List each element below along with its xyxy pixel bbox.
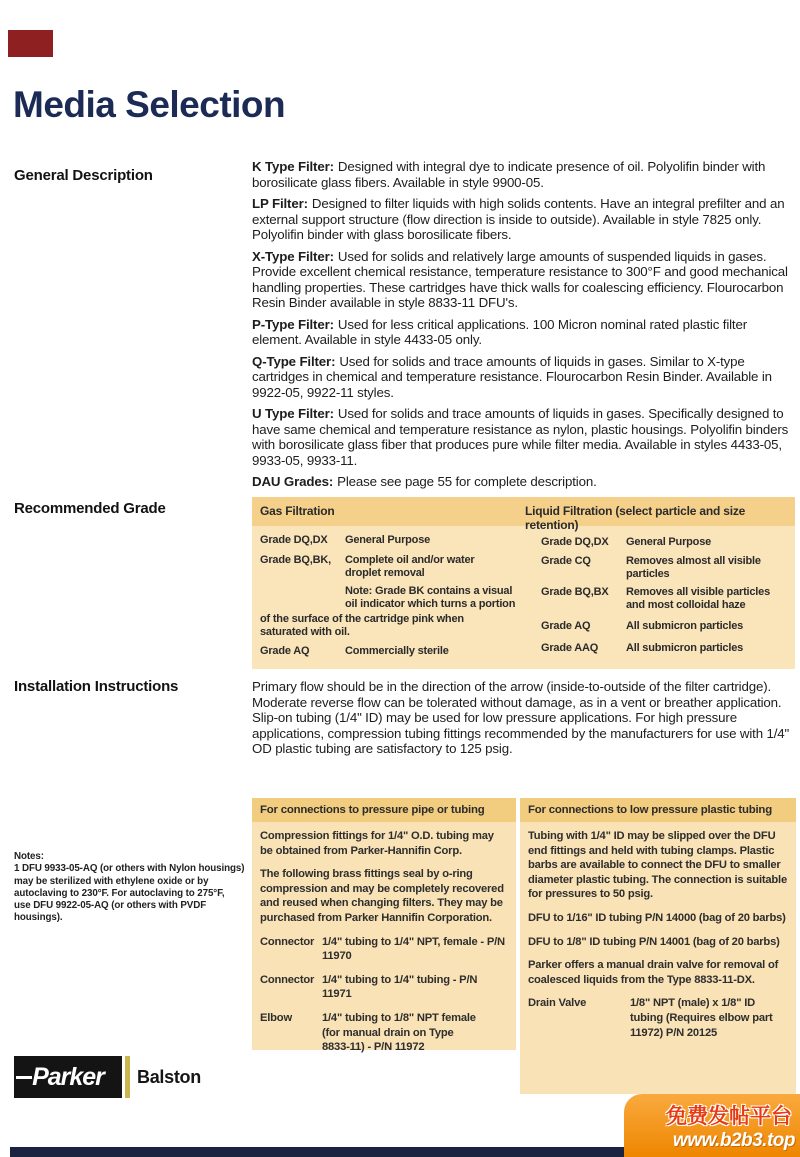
section-heading-installation-instructions: Installation Instructions: [14, 678, 179, 695]
page-title: Media Selection: [13, 84, 286, 125]
barb-line: DFU to 1/16" ID tubing P/N 14000 (bag of 20 barbs): [528, 911, 786, 924]
fitting-desc: 1/8" NPT (male) x 1/8" ID tubing (Requires elbow part 11972) P/N 20125: [630, 997, 773, 1039]
barb-line: DFU to 1/8" ID tubing P/N 14001 (bag of 20 barbs): [528, 935, 780, 948]
paragraph-lead: DAU Grades:: [252, 474, 334, 489]
grade-cell: Grade DQ,DX: [260, 534, 328, 546]
parker-logo-box: [14, 1056, 122, 1098]
parker-balston-logo: [14, 1056, 201, 1098]
fitting-desc: 1/4" tubing to 1/4" NPT, female - P/N 11970: [322, 935, 505, 963]
table-row: [541, 586, 789, 612]
section-heading-recommended-grade: Recommended Grade: [14, 500, 166, 517]
installation-text: Primary flow should be in the direction of the arrow (inside-to-outside of the filter cartridge). Moderate reverse flow can be tolerated without damage, as in a vent or breather application. Slip-on tubing (1/4" ID) may be used for low pressure applications. For high pressure applications, compression tubing fittings recommended by the manufacturers for use with 1/4" OD plastic tubing are satisfactory to 125 psig.: [252, 679, 790, 756]
table-row: [260, 645, 520, 658]
paragraph-dau-grades: [252, 474, 797, 490]
paragraph-lead: P-Type Filter:: [252, 316, 334, 332]
table-header-gas-filtration: Gas Filtration: [260, 504, 335, 518]
pressure-box-paragraph: Compression fittings for 1/4" O.D. tubing may be obtained from Parker-Hannifin Corp.: [260, 830, 494, 857]
paragraph-text: Used for solids and trace amounts of liquids in gases. Similar to X-type cartridges in chemical and temperature resistance. Flourocarbon Resin Binder. Available in 9922-05, 9922-11 styles.: [252, 353, 772, 400]
paragraph-lead: K Type Filter:: [252, 159, 334, 174]
fitting-label: Connector: [260, 973, 315, 986]
table-row: [541, 620, 789, 633]
paragraph-text: Used for less critical applications. 100 Micron nominal rated plastic filter element. Available in style 4433-05 only.: [252, 316, 747, 347]
paragraph-text: Please see page 55 for complete description.: [337, 474, 597, 489]
parker-wordmark: Parker: [32, 1062, 104, 1091]
fitting-row: [260, 1011, 508, 1055]
paragraph-p-type: [252, 317, 797, 348]
notes-block: [14, 851, 252, 925]
logo-gold-bar: [125, 1056, 130, 1098]
table-row: [260, 554, 520, 580]
plastic-tubing-connections-box: [520, 798, 796, 1094]
balston-wordmark: Balston: [137, 1066, 201, 1087]
pressure-box-header: For connections to pressure pipe or tubing: [252, 798, 516, 822]
fitting-desc: 1/4" tubing to 1/4" tubing - P/N 11971: [322, 973, 478, 1001]
desc-cell: All submicron particles: [626, 620, 744, 632]
paragraph-lead: LP Filter:: [252, 196, 308, 211]
desc-cell: Complete oil and/or water droplet removal: [345, 554, 475, 579]
paragraph-text: Used for solids and trace amounts of liquids in gases. Specifically designed to have same chemical and temperature resistance as nylon, plastic housings. Polyolifin binders with borosilicate glass fiber that produces pure while filter media. Available in styles 4433-05, 9933-05, 9933-11.: [252, 406, 789, 468]
fitting-row: [260, 973, 508, 1002]
grade-cell: [260, 585, 345, 611]
paragraph-text: Designed with integral dye to indicate presence of oil. Polyolifin binder with borosilicate glass fibers. Available in style 9900-05.: [252, 159, 766, 190]
table-row: [541, 536, 789, 549]
pressure-connections-box: [252, 798, 516, 1054]
paragraph-x-type: [252, 249, 797, 311]
fitting-label: Elbow: [260, 1011, 292, 1024]
desc-cell: Commercially sterile: [345, 645, 449, 657]
watermark-text: 免费发帖平台: [666, 1105, 792, 1128]
paragraph-lead: U Type Filter:: [252, 406, 334, 421]
plastic-box-paragraph: Parker offers a manual drain valve for removal of coalesced liquids from the Type 8833-11-DX.: [528, 959, 779, 986]
paragraph-text: Used for solids and relatively large amounts of suspended liquids in gases. Provide excellent chemical resistance, temperature resistance to 300°F and good mechanical handling properties. These cartridges have thick walls for coalescing efficiency. Flourocarbon Resin Binder available in style 8833-11 DFU's.: [252, 248, 788, 310]
table-row: [260, 534, 520, 547]
red-stamp: [8, 30, 53, 57]
paragraph-text: Designed to filter liquids with high solids contents. Have an integral prefilter and an external support structure (flow direction is inside to outside). Available in style 7825 only. Polyolifin binder with glass borosilicate fibers.: [252, 196, 785, 242]
paragraph-q-type: [252, 354, 797, 401]
general-description-section: [252, 159, 797, 496]
notes-line1: 1 DFU 9933-05-AQ (or others with Nylon housings) may be sterilized with ethylene oxide or by autoclaving to 230°F. For autoclaving to 275°F,: [14, 863, 245, 899]
fitting-desc: 1/4" tubing to 1/8" NPT female (for manual drain on Type 8833-11) - P/N 11972: [322, 1011, 476, 1054]
parker-logo-line: [16, 1076, 32, 1079]
notes-heading: Notes:: [14, 851, 44, 862]
plastic-box-paragraph: Tubing with 1/4" ID may be slipped over the DFU end fittings and held with tubing clamps. Plastic barbs are available to connect the DFU to smaller diameter plastic tubing. The connection is suitable for pressures to 50 psig.: [528, 830, 787, 901]
grade-table-header: [252, 497, 795, 532]
grade-cell: Grade DQ,DX: [541, 536, 609, 548]
grade-cell: Grade CQ: [541, 555, 591, 567]
watermark-url: www.b2b3.top: [672, 1130, 795, 1151]
table-row: [541, 642, 789, 655]
table-header-liquid-filtration: Liquid Filtration (select particle and size retention): [525, 504, 746, 532]
desc-cell: General Purpose: [345, 534, 431, 546]
paragraph-lp: [252, 196, 797, 243]
table-row: [541, 555, 789, 581]
grade-cell: Grade AQ: [541, 620, 591, 632]
paragraph-lead: X-Type Filter:: [252, 248, 334, 264]
grade-cell: Grade BQ,BX: [541, 586, 609, 598]
desc-cell: All submicron particles: [626, 642, 744, 654]
paragraph-k-type: [252, 159, 797, 190]
grade-table: [252, 497, 795, 669]
fitting-label: Connector: [260, 935, 315, 948]
note-text: Note: Grade BK contains a visual oil indicator which turns a portion: [345, 585, 516, 610]
pressure-box-body: [252, 822, 516, 1055]
fitting-label: Drain Valve: [528, 997, 587, 1010]
fitting-row: [260, 935, 508, 964]
desc-cell: Removes almost all visible particles: [626, 555, 761, 580]
grade-cell: Grade AAQ: [541, 642, 599, 654]
watermark: [624, 1094, 800, 1157]
desc-cell: Removes all visible particles and most colloidal haze: [626, 586, 770, 611]
desc-cell: General Purpose: [626, 536, 712, 548]
notes-line2: use DFU 9922-05-AQ (or others with PVDF housings).: [14, 900, 207, 924]
section-heading-general-description: General Description: [14, 167, 153, 184]
drain-valve-row: [528, 996, 788, 1040]
grade-cell: Grade BQ,BK,: [260, 554, 331, 566]
plastic-box-body: [520, 822, 796, 1040]
grade-cell: Grade AQ: [260, 645, 310, 657]
paragraph-lead: Q-Type Filter:: [252, 353, 336, 369]
table-row-note: [260, 585, 520, 611]
paragraph-u-type: [252, 406, 797, 468]
plastic-box-header: For connections to low pressure plastic tubing: [520, 798, 796, 822]
note-continuation: of the surface of the cartridge pink when saturated with oil.: [260, 613, 464, 638]
pressure-box-paragraph: The following brass fittings seal by o-ring compression and may be completely recovered and reused when changing filters. They may be purchased from Parker Hannifin Corporation.: [260, 868, 504, 924]
